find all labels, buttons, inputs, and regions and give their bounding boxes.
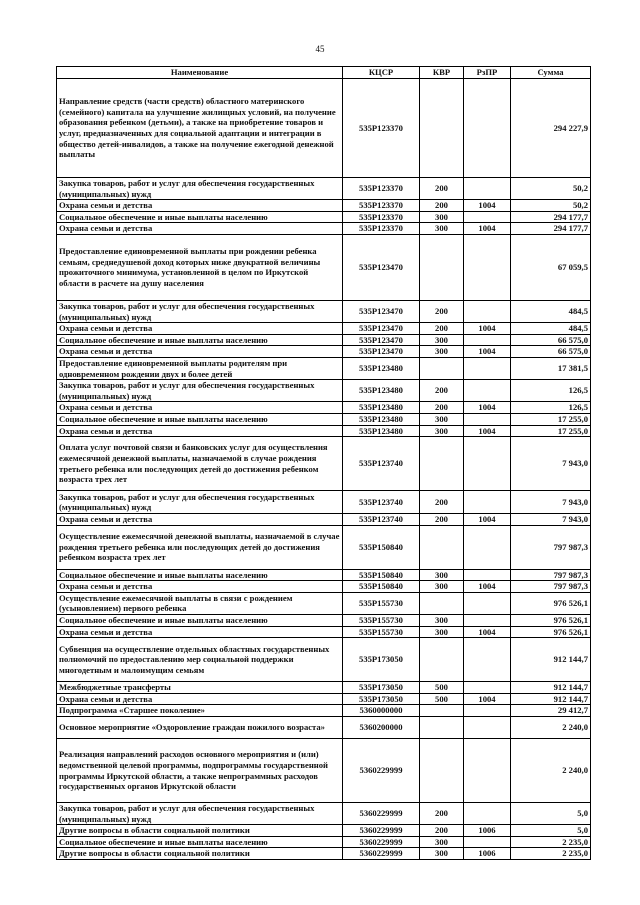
row-rzpr [464,79,511,178]
row-name: Закупка товаров, работ и услуг для обеспечения государственных (муниципальных) нужд [57,178,343,200]
row-sum: 484,5 [511,323,591,335]
row-kvr: 300 [420,569,464,581]
row-rzpr [464,739,511,803]
row-sum: 7 943,0 [511,491,591,514]
row-sum: 484,5 [511,300,591,322]
table-row [57,525,591,569]
row-name: Социальное обеспечение и иные выплаты населению [57,836,343,848]
row-kvr: 300 [420,334,464,346]
row-kcsr: 5360229999 [343,848,420,860]
row-sum: 797 987,3 [511,525,591,569]
row-name: Основное мероприятие «Оздоровление граждан пожилого возраста» [57,717,343,739]
table-row [57,346,591,358]
table-row [57,569,591,581]
row-name: Охрана семьи и детства [57,402,343,414]
row-sum: 67 059,5 [511,234,591,300]
row-rzpr [464,357,511,379]
row-kcsr: 5360200000 [343,717,420,739]
table-row [57,425,591,437]
budget-table [56,66,591,860]
row-sum: 912 144,7 [511,682,591,694]
table-row [57,357,591,379]
row-rzpr: 1006 [464,848,511,860]
row-sum: 912 144,7 [511,693,591,705]
row-name: Социальное обеспечение и иные выплаты населению [57,569,343,581]
row-kvr: 300 [420,413,464,425]
row-kcsr: 535Р155730 [343,592,420,614]
row-kvr: 200 [420,514,464,526]
row-kvr: 200 [420,491,464,514]
row-name: Охрана семьи и детства [57,581,343,593]
row-sum: 2 235,0 [511,848,591,860]
row-sum: 50,2 [511,178,591,200]
table-row [57,705,591,717]
row-sum: 2 240,0 [511,717,591,739]
row-rzpr: 1004 [464,581,511,593]
table-row [57,413,591,425]
row-sum: 17 381,5 [511,357,591,379]
row-rzpr: 1004 [464,223,511,235]
row-kcsr: 535Р123470 [343,300,420,322]
row-kcsr: 535Р155730 [343,626,420,638]
table-header [57,67,591,79]
row-kcsr: 535Р123470 [343,234,420,300]
row-rzpr [464,413,511,425]
row-sum: 976 526,1 [511,626,591,638]
row-name: Охрана семьи и детства [57,425,343,437]
row-name: Оплата услуг почтовой связи и банковских услуг для осуществления ежемесячной денежной выплаты, назначаемой в случае рождения третьего ребенка или последующих детей до достижения ребенком возраста трех лет [57,437,343,491]
row-sum: 2 235,0 [511,836,591,848]
row-kvr: 300 [420,615,464,627]
header-kvr: КВР [420,67,464,79]
row-kvr: 300 [420,848,464,860]
table-row [57,223,591,235]
row-kvr: 300 [420,223,464,235]
row-name: Закупка товаров, работ и услуг для обеспечения государственных (муниципальных) нужд [57,380,343,402]
row-kvr [420,357,464,379]
table-row [57,211,591,223]
table-row [57,334,591,346]
row-kcsr: 5360229999 [343,739,420,803]
row-sum: 50,2 [511,200,591,212]
row-kvr: 300 [420,581,464,593]
row-name: Направление средств (части средств) областного материнского (семейного) капитала на улучшение жилищных условий, на получение образования ребенком (детьми), а также на приобретение товаров и услуг, предназначенных для социальной адаптации и интеграции в общество детей-инвалидов, а также на получение ежегодной денежной выплаты [57,79,343,178]
table-row [57,323,591,335]
row-rzpr: 1004 [464,402,511,414]
row-name: Охрана семьи и детства [57,626,343,638]
row-sum: 976 526,1 [511,615,591,627]
row-name: Охрана семьи и детства [57,323,343,335]
row-kvr [420,79,464,178]
row-kcsr: 535Р123480 [343,413,420,425]
row-rzpr [464,300,511,322]
row-kvr: 200 [420,178,464,200]
row-rzpr [464,380,511,402]
row-rzpr: 1006 [464,825,511,837]
row-name: Закупка товаров, работ и услуг для обеспечения государственных (муниципальных) нужд [57,803,343,825]
row-sum: 5,0 [511,825,591,837]
row-kcsr: 5360229999 [343,803,420,825]
row-kcsr: 535Р123740 [343,437,420,491]
row-kcsr: 535Р123370 [343,178,420,200]
table-row [57,79,591,178]
header-row [57,67,591,79]
row-rzpr: 1004 [464,346,511,358]
row-rzpr [464,705,511,717]
row-kcsr: 535Р123470 [343,334,420,346]
row-kcsr: 535Р123740 [343,514,420,526]
row-kcsr: 535Р123370 [343,200,420,212]
row-kvr: 200 [420,323,464,335]
row-rzpr [464,569,511,581]
row-name: Межбюджетные трансферты [57,682,343,694]
row-kvr: 300 [420,626,464,638]
row-sum: 7 943,0 [511,514,591,526]
table-row [57,803,591,825]
row-kvr: 200 [420,825,464,837]
row-kcsr: 535Р150840 [343,525,420,569]
row-name: Охрана семьи и детства [57,223,343,235]
row-kcsr: 535Р123480 [343,357,420,379]
table-body [57,79,591,860]
row-kvr [420,705,464,717]
row-kcsr: 535Р173050 [343,682,420,694]
row-name: Социальное обеспечение и иные выплаты населению [57,211,343,223]
row-rzpr: 1004 [464,200,511,212]
row-kvr: 300 [420,211,464,223]
row-sum: 294 227,9 [511,79,591,178]
row-rzpr [464,334,511,346]
row-sum: 797 987,3 [511,569,591,581]
row-sum: 66 575,0 [511,346,591,358]
row-rzpr [464,638,511,682]
row-rzpr [464,592,511,614]
table-row [57,491,591,514]
row-kcsr: 535Р123740 [343,491,420,514]
row-kvr [420,717,464,739]
row-kcsr: 535Р150840 [343,569,420,581]
row-sum: 126,5 [511,380,591,402]
row-kvr [420,592,464,614]
row-kcsr: 535Р150840 [343,581,420,593]
table-row [57,836,591,848]
row-name: Другие вопросы в области социальной политики [57,848,343,860]
table-row [57,848,591,860]
row-name: Охрана семьи и детства [57,346,343,358]
table-row [57,581,591,593]
table-row [57,626,591,638]
row-kcsr: 535Р123370 [343,211,420,223]
row-rzpr: 1004 [464,693,511,705]
row-sum: 17 255,0 [511,413,591,425]
page-number: 45 [315,44,325,54]
row-kvr: 300 [420,836,464,848]
row-name: Закупка товаров, работ и услуг для обеспечения государственных (муниципальных) нужд [57,300,343,322]
table-row [57,402,591,414]
table-row [57,380,591,402]
row-kcsr: 535Р123470 [343,323,420,335]
row-sum: 2 240,0 [511,739,591,803]
row-name: Субвенция на осуществление отдельных областных государственных полномочий по предоставлению мер социальной поддержки многодетным и малоимущим семьям [57,638,343,682]
row-kvr: 200 [420,200,464,212]
row-sum: 797 987,3 [511,581,591,593]
table-row [57,200,591,212]
table-row [57,615,591,627]
table-row [57,514,591,526]
table-row [57,437,591,491]
row-sum: 294 177,7 [511,211,591,223]
row-name: Социальное обеспечение и иные выплаты населению [57,615,343,627]
row-kvr: 200 [420,380,464,402]
row-rzpr [464,803,511,825]
row-name: Социальное обеспечение и иные выплаты населению [57,413,343,425]
row-rzpr: 1004 [464,425,511,437]
row-name: Реализация направлений расходов основного мероприятия и (или) ведомственной целевой программы, подпрограммы государственной программы Иркутской области, а также непрограммных расходов государственных органов Иркутской области [57,739,343,803]
table-row [57,638,591,682]
row-rzpr [464,836,511,848]
row-name: Социальное обеспечение и иные выплаты населению [57,334,343,346]
row-rzpr: 1004 [464,514,511,526]
row-rzpr: 1004 [464,626,511,638]
row-rzpr [464,717,511,739]
table-row [57,682,591,694]
row-sum: 126,5 [511,402,591,414]
table-row [57,693,591,705]
row-kvr: 500 [420,682,464,694]
row-name: Охрана семьи и детства [57,693,343,705]
row-kvr: 300 [420,425,464,437]
row-sum: 7 943,0 [511,437,591,491]
table-row [57,825,591,837]
row-rzpr [464,615,511,627]
row-kcsr: 535Р123480 [343,425,420,437]
row-kvr: 200 [420,300,464,322]
row-name: Подпрограмма «Старшее поколение» [57,705,343,717]
row-kvr: 200 [420,803,464,825]
row-sum: 66 575,0 [511,334,591,346]
table-row [57,717,591,739]
row-name: Осуществление ежемесячной денежной выплаты, назначаемой в случае рождения третьего ребенка или последующих детей до достижения ребенком возраста трех лет [57,525,343,569]
row-rzpr [464,178,511,200]
row-sum: 976 526,1 [511,592,591,614]
row-name: Закупка товаров, работ и услуг для обеспечения государственных (муниципальных) нужд [57,491,343,514]
row-kvr: 300 [420,346,464,358]
table-row [57,739,591,803]
table-row [57,178,591,200]
row-kcsr: 535Р123480 [343,402,420,414]
header-rzpr: РзПР [464,67,511,79]
row-kcsr: 535Р173050 [343,638,420,682]
row-rzpr [464,437,511,491]
row-rzpr [464,211,511,223]
row-kcsr: 535Р123470 [343,346,420,358]
row-kvr: 500 [420,693,464,705]
row-kcsr: 5360000000 [343,705,420,717]
header-sum: Сумма [511,67,591,79]
row-name: Осуществление ежемесячной выплаты в связи с рождением (усыновлением) первого ребенка [57,592,343,614]
row-kcsr: 535Р123370 [343,79,420,178]
row-sum: 17 255,0 [511,425,591,437]
row-rzpr [464,682,511,694]
table-row [57,300,591,322]
row-rzpr [464,491,511,514]
row-kcsr: 535Р123370 [343,223,420,235]
row-sum: 912 144,7 [511,638,591,682]
row-kcsr: 535Р123480 [343,380,420,402]
row-kcsr: 535Р155730 [343,615,420,627]
row-kvr [420,234,464,300]
table-row [57,234,591,300]
row-rzpr [464,234,511,300]
row-name: Предоставление единовременной выплаты родителям при одновременном рождении двух и более детей [57,357,343,379]
row-kvr [420,437,464,491]
row-kcsr: 535Р173050 [343,693,420,705]
row-name: Охрана семьи и детства [57,514,343,526]
row-sum: 5,0 [511,803,591,825]
row-kvr: 200 [420,402,464,414]
row-rzpr: 1004 [464,323,511,335]
header-kcsr: КЦСР [343,67,420,79]
header-name: Наименование [57,67,343,79]
row-name: Другие вопросы в области социальной политики [57,825,343,837]
table-row [57,592,591,614]
row-sum: 29 412,7 [511,705,591,717]
row-kvr [420,525,464,569]
row-rzpr [464,525,511,569]
row-name: Предоставление единовременной выплаты при рождении ребенка семьям, среднедушевой доход которых ниже двукратной величины прожиточного минимума, установленной в целом по Иркутской области в расчете на душу населения [57,234,343,300]
row-kvr [420,638,464,682]
row-name: Охрана семьи и детства [57,200,343,212]
row-sum: 294 177,7 [511,223,591,235]
row-kvr [420,739,464,803]
row-kcsr: 5360229999 [343,825,420,837]
row-kcsr: 5360229999 [343,836,420,848]
